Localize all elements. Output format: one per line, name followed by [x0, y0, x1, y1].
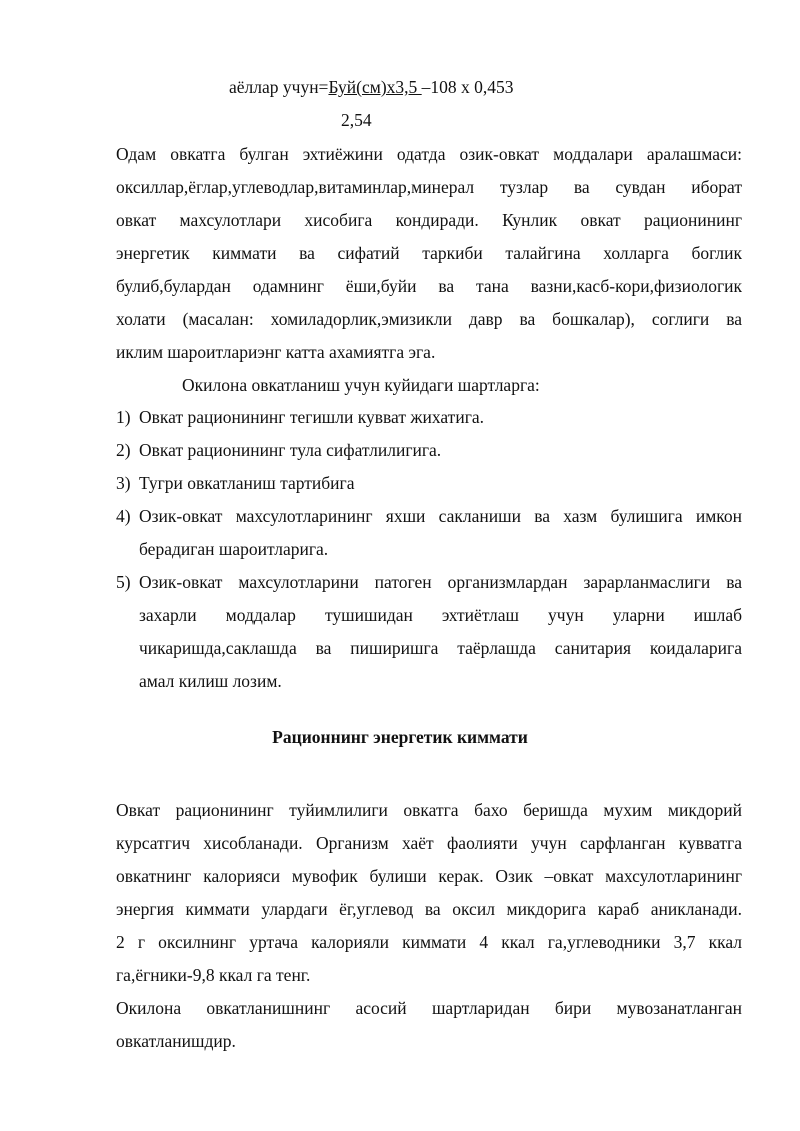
paragraph1-line: булиб,булардан одамнинг ёши,буйи ва тана вазни,касб-кори,физиологик — [116, 276, 742, 296]
list-number: 1) — [116, 407, 131, 427]
formula-denominator: 2,54 — [341, 110, 372, 130]
list-number: 2) — [116, 440, 131, 460]
paragraph2-line: Овкат рационининг туйимлилиги овкатга бахо беришда мухим микдорий — [116, 800, 742, 820]
paragraph1-line: холати (масалан: хомиладорлик,эмизикли давр ва бошкалар), соглиги ва — [116, 309, 742, 329]
paragraph2-line: овкатнинг калорияси мувофик булиши керак. Озик –овкат махсулотларининг — [116, 866, 742, 886]
paragraph3-line: овкатланишдир. — [116, 1031, 236, 1051]
section-heading: Рационнинг энергетик киммати — [272, 727, 528, 747]
paragraph1-line: иклим шароитлариэнг катта ахамиятга эга. — [116, 342, 436, 362]
paragraph2-line: 2 г оксилнинг уртача калорияли киммати 4 ккал га,углеводники 3,7 ккал — [116, 932, 742, 952]
paragraph1-line: оксиллар,ёглар,углеводлар,витаминлар,минерал тузлар ва сувдан иборат — [116, 177, 742, 197]
paragraph1-line: Одам овкатга булган эхтиёжини одатда озик-овкат моддалари аралашмаси: — [116, 144, 742, 164]
list-item-line: чикаришда,саклашда ва пиширишга таёрлашда санитария коидаларига — [139, 638, 742, 658]
list-item-line: Овкат рационининг тегишли кувват жихатига. — [139, 407, 485, 427]
list-number: 4) — [116, 506, 131, 526]
paragraph2-line: га,ёгники-9,8 ккал га тенг. — [116, 965, 311, 985]
list-number: 5) — [116, 572, 131, 592]
paragraph1-line: энергетик киммати ва сифатий таркиби талайгина холларга боглик — [116, 243, 742, 263]
formula-prefix: аёллар учун= — [229, 77, 329, 97]
list-item-line: Озик-овкат махсулотларини патоген организмлардан зарарланмаслиги ва — [139, 572, 742, 592]
list-item-line: берадиган шароитларига. — [139, 539, 329, 559]
list-item-line: захарли моддалар тушишидан эхтиётлаш учун уларни ишлаб — [139, 605, 742, 625]
paragraph3-line: Окилона овкатланишнинг асосий шартларидан бири мувозанатланган — [116, 998, 742, 1018]
list-item-line: Озик-овкат махсулотларининг яхши сакланиши ва хазм булишига имкон — [139, 506, 742, 526]
list-item-line: Овкат рационининг тула сифатлилигига. — [139, 440, 442, 460]
conditions-intro: Окилона овкатланиш учун куйидаги шартларга: — [182, 375, 540, 395]
list-item-line: амал килиш лозим. — [139, 671, 282, 691]
formula-line — [229, 77, 514, 98]
paragraph1-line: овкат махсулотлари хисобига кондиради. Кунлик овкат рационининг — [116, 210, 742, 230]
paragraph2-line: энергия киммати улардаги ёг,углевод ва оксил микдорига караб аникланади. — [116, 899, 742, 919]
list-item-line: Тугри овкатланиш тартибига — [139, 473, 355, 493]
formula-numerator: Буй(см)х3,5 — [328, 77, 422, 97]
formula-suffix: –108 х 0,453 — [421, 77, 514, 97]
list-number: 3) — [116, 473, 131, 493]
paragraph2-line: курсатгич хисобланади. Организм хаёт фаолияти учун сарфланган кувватга — [116, 833, 742, 853]
